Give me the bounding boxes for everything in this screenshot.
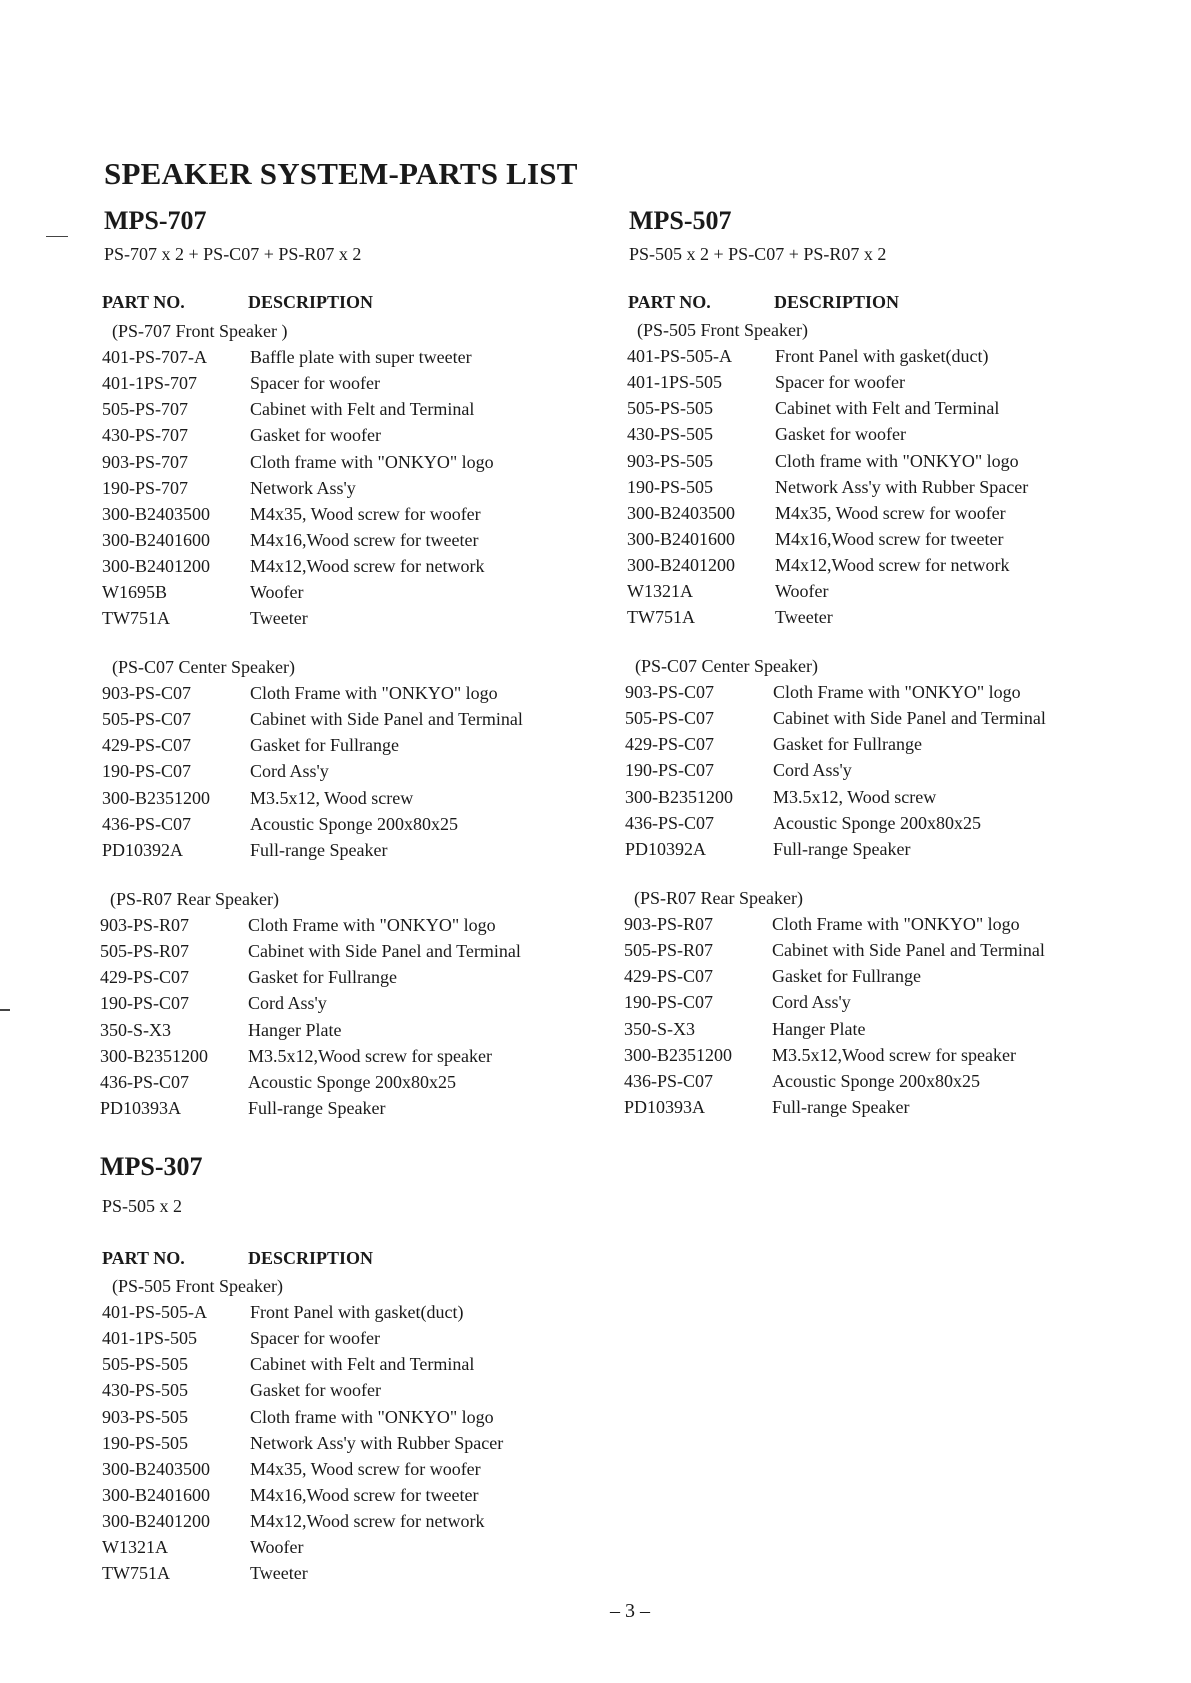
part-description: Gasket for Fullrange bbox=[248, 967, 397, 988]
part-number: 903-PS-505 bbox=[102, 1406, 189, 1427]
part-number: 505-PS-R07 bbox=[100, 941, 190, 962]
part-description: Cord Ass'y bbox=[772, 992, 851, 1013]
part-description: Full-range Speaker bbox=[772, 1096, 910, 1117]
part-description: Tweeter bbox=[250, 608, 308, 629]
part-description: Cord Ass'y bbox=[250, 761, 329, 782]
part-description: M4x35, Wood screw for woofer bbox=[775, 502, 1006, 523]
part-description: Spacer for woofer bbox=[775, 372, 905, 393]
part-description: Cabinet with Side Panel and Terminal bbox=[250, 709, 523, 730]
part-number: 300-B2401600 bbox=[627, 528, 735, 549]
part-description: M4x35, Wood screw for woofer bbox=[250, 503, 481, 524]
part-description: M4x16,Wood screw for tweeter bbox=[775, 528, 1004, 549]
part-number: 505-PS-505 bbox=[627, 398, 714, 419]
part-number: 300-B2351200 bbox=[100, 1045, 208, 1066]
part-number: 903-PS-R07 bbox=[100, 915, 190, 936]
part-number: 505-PS-C07 bbox=[625, 708, 715, 729]
part-number: 436-PS-C07 bbox=[102, 813, 192, 834]
part-number: W1695B bbox=[102, 582, 167, 602]
part-number: 401-PS-505-A bbox=[627, 346, 733, 367]
part-description: Spacer for woofer bbox=[250, 373, 380, 394]
part-description: Gasket for Fullrange bbox=[773, 734, 922, 755]
part-description: Woofer bbox=[250, 1537, 304, 1557]
col-description: DESCRIPTION bbox=[248, 292, 374, 312]
part-number: 429-PS-C07 bbox=[102, 735, 192, 756]
part-description: Full-range Speaker bbox=[250, 839, 388, 860]
part-description: M4x16,Wood screw for tweeter bbox=[250, 1484, 479, 1505]
part-number: 300-B2401600 bbox=[102, 1484, 210, 1505]
part-description: Woofer bbox=[775, 581, 829, 601]
part-description: Cabinet with Felt and Terminal bbox=[775, 398, 1000, 419]
part-number: PD10392A bbox=[102, 839, 184, 860]
group-title: (PS-C07 Center Speaker) bbox=[112, 657, 295, 677]
model-config-mps-307: PS-505 x 2 bbox=[102, 1196, 183, 1216]
part-description: Hanger Plate bbox=[772, 1018, 866, 1039]
part-description: Acoustic Sponge 200x80x25 bbox=[773, 812, 981, 833]
part-number: 505-PS-C07 bbox=[102, 709, 192, 730]
col-part-no: PART NO. bbox=[102, 292, 185, 312]
part-number: 300-B2401200 bbox=[627, 554, 735, 575]
part-description: Cabinet with Side Panel and Terminal bbox=[248, 941, 521, 962]
part-description: M4x16,Wood screw for tweeter bbox=[250, 529, 479, 550]
part-description: Cloth frame with "ONKYO" logo bbox=[250, 1406, 494, 1427]
part-number: 350-S-X3 bbox=[100, 1019, 171, 1040]
part-number: 190-PS-505 bbox=[627, 476, 714, 497]
part-description: Cord Ass'y bbox=[248, 993, 327, 1014]
part-number: 300-B2351200 bbox=[102, 787, 210, 808]
part-description: M4x12,Wood screw for network bbox=[250, 1510, 485, 1531]
part-description: Acoustic Sponge 200x80x25 bbox=[250, 813, 458, 834]
part-description: M3.5x12,Wood screw for speaker bbox=[772, 1044, 1016, 1065]
part-description: Cloth Frame with "ONKYO" logo bbox=[250, 683, 498, 704]
part-description: Acoustic Sponge 200x80x25 bbox=[248, 1071, 456, 1092]
part-number: 401-1PS-505 bbox=[102, 1328, 198, 1349]
part-number: 300-B2401200 bbox=[102, 555, 210, 576]
part-number: 300-B2403500 bbox=[102, 503, 210, 524]
col-part-no: PART NO. bbox=[102, 1248, 185, 1268]
part-number: 903-PS-505 bbox=[627, 450, 714, 471]
part-description: Network Ass'y bbox=[250, 477, 356, 498]
part-description: M4x12,Wood screw for network bbox=[775, 554, 1010, 575]
part-description: Full-range Speaker bbox=[248, 1097, 386, 1118]
part-description: Spacer for woofer bbox=[250, 1328, 380, 1349]
part-description: Front Panel with gasket(duct) bbox=[775, 346, 989, 367]
scan-mark bbox=[0, 1009, 10, 1011]
part-number: 903-PS-707 bbox=[102, 451, 189, 472]
part-description: Full-range Speaker bbox=[773, 838, 911, 859]
part-number: 401-PS-505-A bbox=[102, 1302, 208, 1323]
part-description: M3.5x12,Wood screw for speaker bbox=[248, 1045, 492, 1066]
part-number: W1321A bbox=[627, 581, 693, 601]
part-description: Network Ass'y with Rubber Spacer bbox=[250, 1432, 504, 1453]
part-description: Cloth frame with "ONKYO" logo bbox=[775, 450, 1019, 471]
part-number: 300-B2403500 bbox=[627, 502, 735, 523]
model-title-mps-507: MPS-507 bbox=[629, 206, 732, 235]
part-description: Gasket for Fullrange bbox=[772, 966, 921, 987]
part-description: Baffle plate with super tweeter bbox=[250, 347, 472, 368]
part-number: 190-PS-C07 bbox=[100, 993, 190, 1014]
part-number: 430-PS-505 bbox=[627, 424, 714, 445]
part-number: 505-PS-R07 bbox=[624, 940, 714, 961]
col-description: DESCRIPTION bbox=[774, 292, 900, 312]
part-description: Tweeter bbox=[250, 1563, 308, 1584]
part-description: Gasket for woofer bbox=[250, 425, 381, 446]
part-number: 430-PS-505 bbox=[102, 1380, 189, 1401]
scan-mark bbox=[46, 236, 68, 237]
model-config-mps-707: PS-707 x 2 + PS-C07 + PS-R07 x 2 bbox=[104, 244, 362, 264]
part-description: Gasket for woofer bbox=[250, 1380, 381, 1401]
part-number: 401-1PS-505 bbox=[627, 372, 723, 393]
part-number: 903-PS-R07 bbox=[624, 914, 714, 935]
part-number: PD10393A bbox=[100, 1097, 182, 1118]
page-number: – 3 – bbox=[610, 1600, 650, 1622]
part-description: Network Ass'y with Rubber Spacer bbox=[775, 476, 1029, 497]
part-number: TW751A bbox=[102, 608, 170, 629]
part-number: 190-PS-C07 bbox=[625, 760, 715, 781]
part-number: 903-PS-C07 bbox=[625, 682, 715, 703]
part-description: Cloth frame with "ONKYO" logo bbox=[250, 451, 494, 472]
part-number: TW751A bbox=[627, 607, 695, 628]
group-title: (PS-505 Front Speaker) bbox=[637, 320, 808, 340]
part-number: 401-1PS-707 bbox=[102, 373, 198, 394]
group-title: (PS-R07 Rear Speaker) bbox=[634, 888, 803, 908]
part-description: Gasket for woofer bbox=[775, 424, 906, 445]
part-number: 190-PS-505 bbox=[102, 1432, 189, 1453]
part-description: Tweeter bbox=[775, 607, 833, 628]
part-number: 300-B2401600 bbox=[102, 529, 210, 550]
part-number: 429-PS-C07 bbox=[100, 967, 190, 988]
part-description: M4x12,Wood screw for network bbox=[250, 555, 485, 576]
part-description: M4x35, Wood screw for woofer bbox=[250, 1458, 481, 1479]
group-title: (PS-505 Front Speaker) bbox=[112, 1276, 283, 1296]
model-title-mps-707: MPS-707 bbox=[104, 206, 207, 235]
part-number: 401-PS-707-A bbox=[102, 347, 208, 368]
group-title: (PS-707 Front Speaker ) bbox=[112, 321, 288, 341]
col-part-no: PART NO. bbox=[628, 292, 711, 312]
part-description: M3.5x12, Wood screw bbox=[773, 786, 937, 807]
part-description: Woofer bbox=[250, 582, 304, 602]
page-title: SPEAKER SYSTEM-PARTS LIST bbox=[104, 156, 578, 191]
part-number: 505-PS-707 bbox=[102, 399, 189, 420]
part-description: Gasket for Fullrange bbox=[250, 735, 399, 756]
part-description: Acoustic Sponge 200x80x25 bbox=[772, 1070, 980, 1091]
part-description: Hanger Plate bbox=[248, 1019, 342, 1040]
part-description: Cloth Frame with "ONKYO" logo bbox=[773, 682, 1021, 703]
part-number: 190-PS-C07 bbox=[624, 992, 714, 1013]
part-description: Front Panel with gasket(duct) bbox=[250, 1302, 464, 1323]
model-title-mps-307: MPS-307 bbox=[100, 1152, 203, 1181]
part-description: Cabinet with Side Panel and Terminal bbox=[772, 940, 1045, 961]
part-number: 429-PS-C07 bbox=[624, 966, 714, 987]
part-number: 190-PS-707 bbox=[102, 477, 189, 498]
part-number: 436-PS-C07 bbox=[625, 812, 715, 833]
part-description: Cabinet with Felt and Terminal bbox=[250, 399, 475, 420]
part-number: 190-PS-C07 bbox=[102, 761, 192, 782]
part-number: 300-B2351200 bbox=[624, 1044, 732, 1065]
part-number: PD10392A bbox=[625, 838, 707, 859]
group-title: (PS-R07 Rear Speaker) bbox=[110, 889, 279, 909]
part-description: M3.5x12, Wood screw bbox=[250, 787, 414, 808]
part-number: 436-PS-C07 bbox=[624, 1070, 714, 1091]
part-number: 429-PS-C07 bbox=[625, 734, 715, 755]
part-number: 350-S-X3 bbox=[624, 1018, 695, 1039]
group-title: (PS-C07 Center Speaker) bbox=[635, 656, 818, 676]
part-number: 430-PS-707 bbox=[102, 425, 189, 446]
part-description: Cloth Frame with "ONKYO" logo bbox=[772, 914, 1020, 935]
part-number: 300-B2403500 bbox=[102, 1458, 210, 1479]
part-number: TW751A bbox=[102, 1563, 170, 1584]
part-number: 505-PS-505 bbox=[102, 1354, 189, 1375]
part-number: 436-PS-C07 bbox=[100, 1071, 190, 1092]
col-description: DESCRIPTION bbox=[248, 1248, 374, 1268]
part-description: Cloth Frame with "ONKYO" logo bbox=[248, 915, 496, 936]
part-number: 300-B2351200 bbox=[625, 786, 733, 807]
part-number: 903-PS-C07 bbox=[102, 683, 192, 704]
part-description: Cabinet with Side Panel and Terminal bbox=[773, 708, 1046, 729]
part-number: W1321A bbox=[102, 1537, 168, 1557]
part-number: PD10393A bbox=[624, 1096, 706, 1117]
model-config-mps-507: PS-505 x 2 + PS-C07 + PS-R07 x 2 bbox=[629, 244, 887, 264]
part-number: 300-B2401200 bbox=[102, 1510, 210, 1531]
part-description: Cabinet with Felt and Terminal bbox=[250, 1354, 475, 1375]
part-description: Cord Ass'y bbox=[773, 760, 852, 781]
